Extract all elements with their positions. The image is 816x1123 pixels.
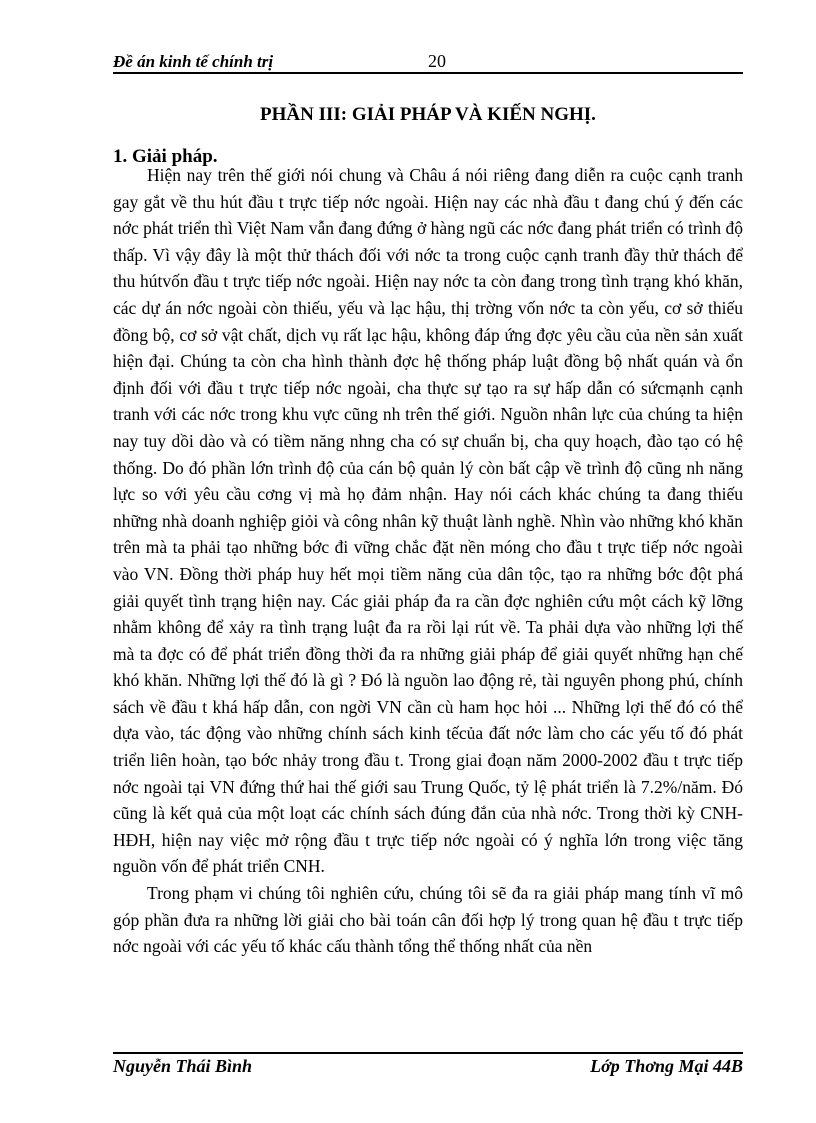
footer-author: Nguyễn Thái Bình xyxy=(113,1056,253,1076)
paragraph: Hiện nay trên thế giới nói chung và Châu á nói riêng đang diễn ra cuộc cạnh tranh gay gắt về thu hút đầu t trực tiếp nớc ngoài. Hiện nay các nhà đầu t đang chú ý đến các nớc phát triển thì Việt Nam vẫn đang đứng ở hàng ngũ các nớc đang phát triển có trình độ thấp. Vì vậy đây là một thử thách đối với nớc ta trong cuộc cạnh tranh đầy thử thách để thu hútvốn đầu t trực tiếp nớc ngoài. Hiện nay nớc ta còn đang trong tình trạng khó khăn, các dự án nớc ngoài còn thiếu, yếu và lạc hậu, thị trờng vốn nớc ta còn yếu, cơ sở thiếu đồng bộ, cơ sở vật chất, dịch vụ rất lạc hậu, không đáp ứng đợc yêu cầu của nền sản xuất hiện đại. Chúng ta còn cha hình thành đợc hệ thống pháp luật đồng bộ nhất quán và ổn định đối với đầu t trực tiếp nớc ngoài, cha thực sự tạo ra sự hấp dẫn có sứcmạnh cạnh tranh với các nớc trong khu vực cũng nh trên thế giới. Nguồn nhân lực của chúng ta hiện nay tuy dồi dào và có tiềm năng nhng cha có sự chuẩn bị, cha quy hoạch, đào tạo có hệ thống. Do đó phần lớn trình độ của cán bộ quản lý còn bất cập về trình độ cũng nh năng lực so với yêu cầu cơng vị mà họ đảm nhận. Hay nói cách khác chúng ta đang thiếu những nhà doanh nghiệp giỏi và công nhân kỹ thuật lành nghề. Nhìn vào những khó khăn trên mà ta phải tạo những bớc đi vững chắc đặt nền móng cho đầu t trực tiếp nớc ngoài vào VN. Đồng thời pháp huy hết mọi tiềm năng của dân tộc, tạo ra những bớc đột phá giải quyết tình trạng hiện nay. Các giải pháp đa ra cần đợc nghiên cứu một cách kỹ lỡng nhằm không để xảy ra tình trạng luật đa ra rồi lại rút về. Ta phải dựa vào những lợi thế mà ta đợc có để phát triển đồng thời đa ra những giải pháp để giải quyết những hạn chế khó khăn. Những lợi thế đó là gì ? Đó là nguồn lao động rẻ, tài nguyên phong phú, chính sách về đầu t khá hấp dẫn, con ngời VN cần cù ham học hỏi ... Những lợi thế đó có thể dựa vào, tác động vào những chính sách kinh tếcủa đất nớc làm cho các yếu tố đó phát triển liên hoàn, tạo bớc nhảy trong đầu t. Trong giai đoạn năm 2000-2002 đầu t trực tiếp nớc ngoài tại VN đứng thứ hai thế giới sau Trung Quốc, tỷ lệ phát triển là 7.2%/năm. Đó cũng là kết quả của một loạt các chính sách đúng đắn của nhà nớc. Trong thời kỳ CNH-HĐH, hiện nay việc mở rộng đầu t trực tiếp nớc ngoài có ý nghĩa lớn trong việc tăng nguồn vốn để phát triển CNH. xyxy=(113,165,743,877)
page-header xyxy=(113,50,743,74)
header-document-title: Đề án kinh tế chính trị xyxy=(113,52,274,71)
page-number: 20 xyxy=(428,51,446,71)
page-title: PHẦN III: GIẢI PHÁP VÀ KIẾN NGHỊ. xyxy=(260,104,596,125)
footer-class: Lớp Thơng Mại 44B xyxy=(590,1056,743,1076)
paragraph: Trong phạm vi chúng tôi nghiên cứu, chúng tôi sẽ đa ra giải pháp mang tính vĩ mô góp phần đưa ra những lời giải cho bài toán cân đối hợp lý trong quan hệ đầu t trực tiếp nớc ngoài với các yếu tố khác cấu thành tổng thể thống nhất của nền xyxy=(113,883,743,957)
body-text xyxy=(113,162,743,960)
section-heading: 1. Giải pháp. xyxy=(113,146,218,167)
footer-divider xyxy=(113,1052,743,1054)
